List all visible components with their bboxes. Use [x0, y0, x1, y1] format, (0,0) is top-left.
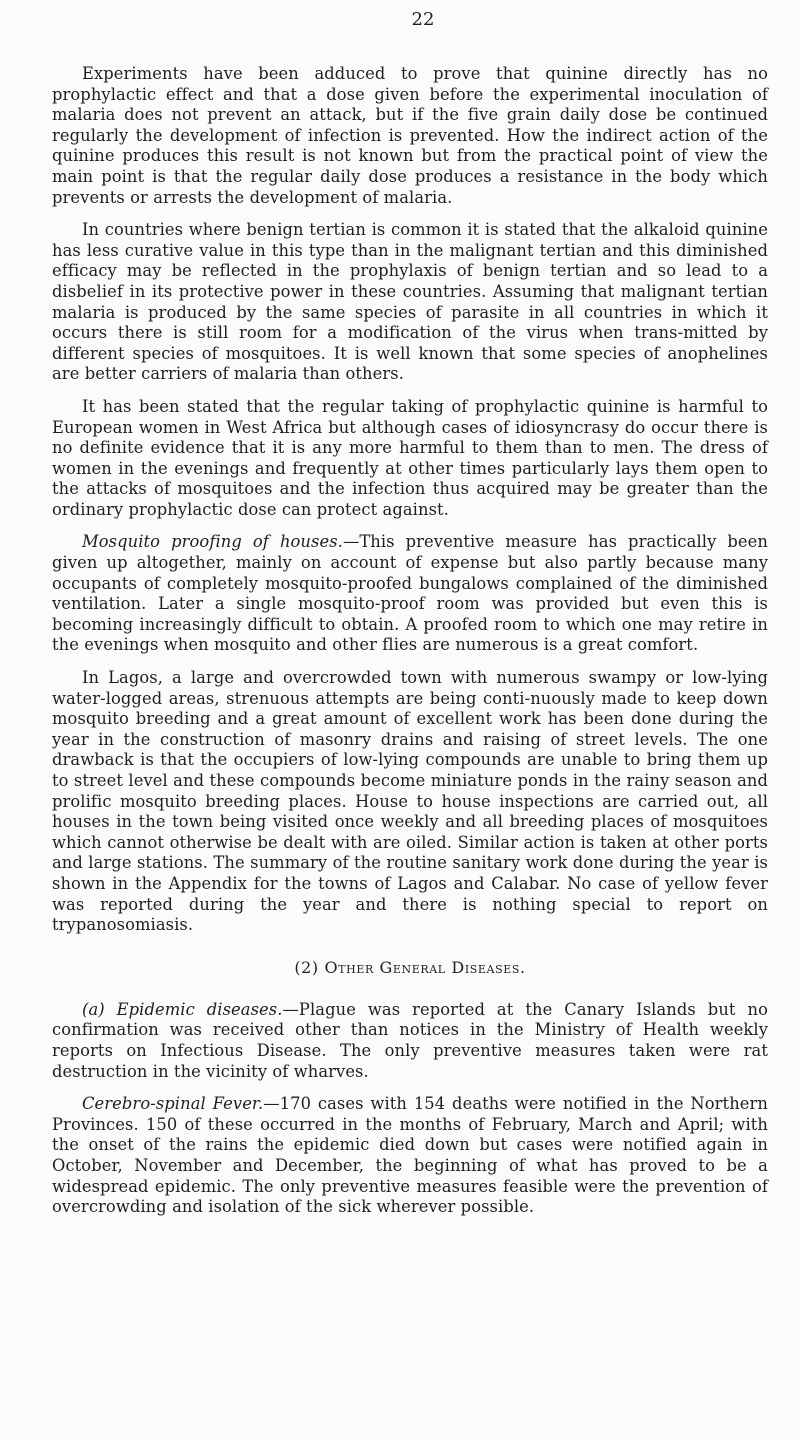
paragraph-european-women: It has been stated that the regular taking of prophylactic quinine is harmful to European women in West Africa but although cases of idiosyncrasy do occur there is no definite evidence that it is any more harmful to them than to men. The dress of women in the evenings and frequently at other times particularly lays them open to the attacks of mosquitoes and the infection thus acquired may be greater than the ordinary prophylactic dose can protect against.	[52, 396, 768, 519]
paragraph-body-mosquito-proofing: —This preventive measure has practically been given up altogether, mainly on account of expense but also partly because many occupants of completely mosquito-proofed bungalows complained of the diminished ventilation. Later a single mosquito-proof room was provided but even this is becoming increasingly difficult to obtain. A proofed room to which one may retire in the evenings when mosquito and other flies are numerous is a great comfort.	[52, 532, 768, 655]
paragraph-body-cerebro-spinal-fever: —170 cases with 154 deaths were notified in the Northern Provinces. 150 of these occurred in the months of February, March and April; with the onset of the rains the epidemic died down but cases were notified again in October, November and December, the beginning of what has proved to be a widespread epidemic. The only preventive measures feasible were the prevention of overcrowding and isolation of the sick wherever possible.	[52, 1094, 768, 1217]
page-number: 22	[411, 9, 435, 30]
paragraph-quinine-experiments: Experiments have been adduced to prove that quinine directly has no prophylactic effect and that a dose given before the experimental inoculation of malaria does not prevent an attack, but if the five grain daily dose be continued regularly the development of infection is prevented. How the indirect action of the quinine produces this result is not known but from the practical point of view the main point is that the regular daily dose produces a resistance in the body which prevents or arrests the development of malaria.	[52, 64, 768, 207]
paragraph-cerebro-spinal-fever	[52, 1094, 768, 1218]
paragraph-lead-cerebro-spinal-fever: Cerebro-spinal Fever.	[82, 1094, 264, 1114]
paragraph-lead-epidemic-diseases: (a) Epidemic diseases.	[82, 999, 283, 1019]
paragraph-lead-mosquito-proofing: Mosquito proofing of houses.	[82, 532, 343, 552]
section-heading-number: (2)	[294, 957, 319, 977]
paragraph-benign-tertian: In countries where benign tertian is common it is stated that the alkaloid quinine has less curative value in this type than in the malignant tertian and this diminished efficacy may be reflected in the prophylaxis of benign tertian and so lead to a disbelief in its protective power in these countries. Assuming that malignant tertian malaria is produced by the same species of parasite in all countries in which it occurs there is still room for a modification of the virus when trans-mitted by different species of mosquitoes. It is well known that some species of anophelines are better carriers of malaria than others.	[52, 220, 768, 384]
document-page	[52, 10, 768, 1230]
paragraph-body-epidemic-diseases: —Plague was reported at the Canary Islands but no confirmation was received other than notices in the Ministry of Health weekly reports on Infectious Disease. The only preventive measures taken were rat destruction in the vicinity of wharves.	[52, 999, 768, 1081]
paragraph-mosquito-proofing	[52, 532, 768, 656]
paragraph-lagos: In Lagos, a large and overcrowded town with numerous swampy or low-lying water-logged areas, strenuous attempts are being conti-nuously made to keep down mosquito breeding and a great amount of excellent work has been done during the year in the construction of masonry drains and raising of street levels. The one drawback is that the occupiers of low-lying compounds are unable to bring them up to street level and these compounds become miniature ponds in the rainy season and prolific mosquito breeding places. House to house inspections are carried out, all houses in the town being visited once weekly and all breeding places of mosquitoes which cannot otherwise be dealt with are oiled. Similar action is taken at other ports and large stations. The summary of the routine sanitary work done during the year is shown in the Appendix for the towns of Lagos and Calabar. No case of yellow fever was reported during the year and there is nothing special to report on trypanosomiasis.	[52, 668, 768, 935]
section-heading	[52, 958, 768, 978]
section-heading-title: Other General Diseases.	[324, 957, 526, 977]
paragraph-epidemic-diseases	[52, 1000, 768, 1082]
